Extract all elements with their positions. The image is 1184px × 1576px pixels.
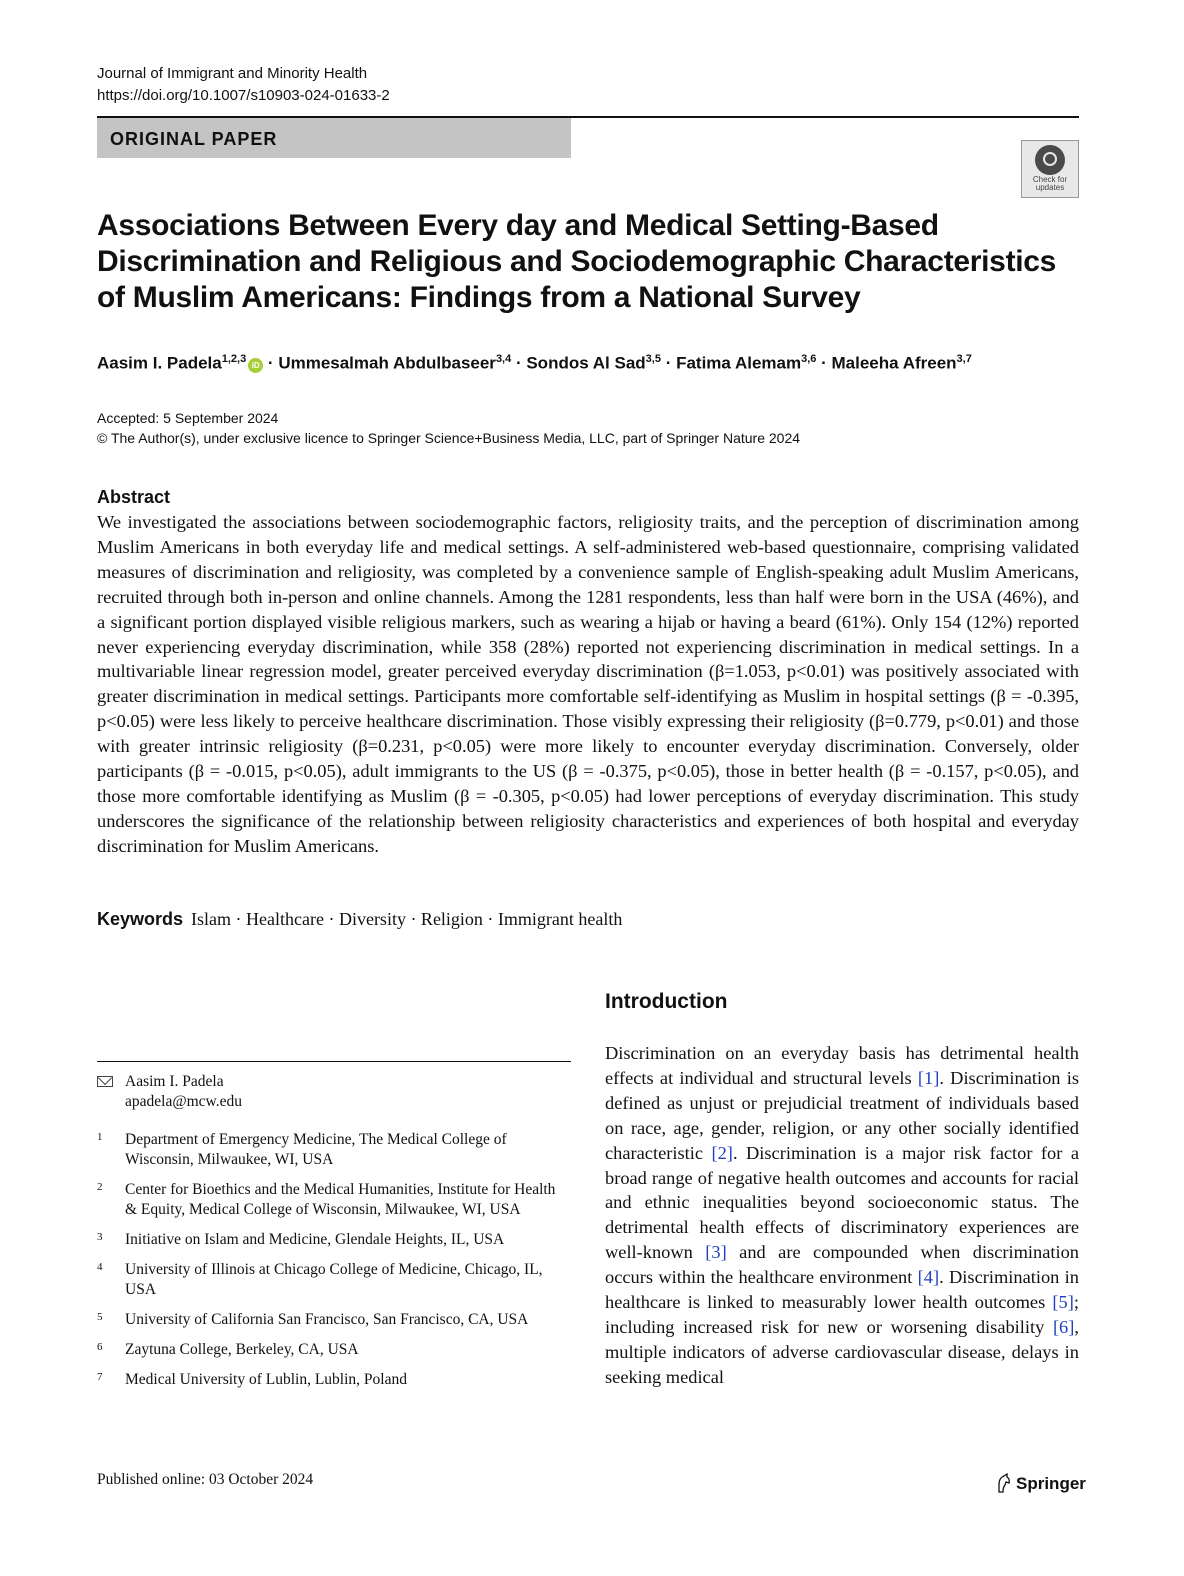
- keywords-label: Keywords: [97, 909, 184, 929]
- introduction-text: [605, 1041, 1079, 1390]
- affiliation-item: [97, 1230, 571, 1250]
- citation-link[interactable]: [2]: [711, 1142, 733, 1163]
- author-affiliation-ref: 1,2,3: [221, 353, 247, 365]
- affiliation-number: 2: [97, 1181, 103, 1193]
- published-online-date: Published online: 03 October 2024: [97, 1471, 314, 1488]
- accepted-date: Accepted: 5 September 2024: [97, 410, 279, 426]
- affiliation-item: [97, 1260, 571, 1300]
- affiliation-number: 7: [97, 1371, 103, 1383]
- introduction-text-segment: . Discrimination is a major risk factor for a broad range of negative health outcomes and accounts for racial and ethnic inequalities beyond socioeconomic status. The detrimental health effects of discriminatory experiences are well-known: [605, 1142, 1079, 1263]
- publisher-logo: [996, 1472, 1086, 1496]
- author-affiliation-ref: 3,4: [495, 353, 512, 365]
- affiliation-number: 5: [97, 1311, 103, 1323]
- introduction-text-segment: . Discrimination in healthcare is linked to measurably lower health outcomes: [605, 1267, 1079, 1313]
- check-updates-icon: [1035, 145, 1065, 175]
- corresponding-author-name: Aasim I. Padela: [125, 1073, 224, 1090]
- citation-link[interactable]: [5]: [1052, 1292, 1074, 1313]
- affiliation-text: Medical University of Lublin, Lublin, Poland: [125, 1371, 407, 1388]
- affiliation-text: Center for Bioethics and the Medical Humanities, Institute for Health & Equity, Medical College of Wisconsin, Milwaukee, WI, USA: [125, 1181, 556, 1218]
- introduction-text-segment: and are compounded when discrimination occurs within the healthcare environment: [605, 1242, 1079, 1288]
- affiliation-text: Department of Emergency Medicine, The Medical College of Wisconsin, Milwaukee, WI, USA: [125, 1131, 507, 1168]
- author-separator: ·: [511, 353, 527, 373]
- introduction-text-segment: Discrimination on an everyday basis has detrimental health effects at individual and structural levels: [605, 1043, 1079, 1088]
- citation-link[interactable]: [4]: [917, 1267, 940, 1288]
- author-list: [97, 346, 1097, 377]
- introduction-text-segment: . Discrimination is defined as unjust or prejudicial treatment of individuals based on race, age, gender, religion, or any other socially identified characteristic: [605, 1067, 1079, 1163]
- affiliation-number: 1: [97, 1131, 103, 1143]
- author-separator: ·: [660, 353, 677, 373]
- author-separator: ·: [263, 353, 279, 373]
- abstract-heading: Abstract: [97, 487, 171, 507]
- affiliation-item: [97, 1340, 571, 1360]
- check-for-updates-button[interactable]: [1021, 140, 1079, 198]
- affiliations-list: [97, 1130, 571, 1400]
- affiliation-item: [97, 1370, 571, 1390]
- keywords: [97, 906, 622, 932]
- publisher-name: Springer: [1016, 1474, 1086, 1493]
- correspondence-block: [97, 1072, 571, 1112]
- introduction-heading: Introduction: [605, 990, 728, 1013]
- author-separator: ·: [816, 353, 832, 373]
- journal-header: [97, 63, 390, 107]
- author-affiliation-ref: 3,7: [956, 353, 972, 365]
- affiliation-text: Zaytuna College, Berkeley, CA, USA: [125, 1341, 359, 1358]
- affiliation-text: University of California San Francisco, San Francisco, CA, USA: [125, 1311, 529, 1328]
- introduction-text-segment: ; including increased risk for new or worsening disability: [605, 1292, 1079, 1337]
- affiliation-item: [97, 1180, 571, 1220]
- introduction-text-segment: , multiple indicators of adverse cardiovascular disease, delays in seeking medical: [605, 1316, 1079, 1387]
- envelope-icon: [97, 1076, 113, 1087]
- doi-link[interactable]: https://doi.org/10.1007/s10903-024-01633-2: [97, 87, 390, 104]
- affiliation-item: [97, 1310, 571, 1330]
- author-affiliation-ref: 3,5: [645, 353, 661, 365]
- affiliation-text: University of Illinois at Chicago College of Medicine, Chicago, IL, USA: [125, 1261, 543, 1298]
- footnote-rule: [97, 1061, 571, 1062]
- check-updates-line1: Check for: [1032, 175, 1068, 184]
- orcid-icon[interactable]: iD: [248, 358, 263, 373]
- citation-link[interactable]: [1]: [917, 1067, 940, 1088]
- check-updates-line2: updates: [1035, 183, 1065, 192]
- affiliation-text: Initiative on Islam and Medicine, Glendale Heights, IL, USA: [125, 1231, 505, 1248]
- affiliation-number: 3: [97, 1231, 103, 1243]
- author-name[interactable]: Maleeha Afreen: [831, 353, 957, 373]
- author-name[interactable]: Aasim I. Padela: [97, 353, 222, 373]
- springer-horse-icon: [996, 1473, 1012, 1493]
- affiliation-item: [97, 1130, 571, 1170]
- corresponding-author-email[interactable]: apadela@mcw.edu: [125, 1093, 242, 1110]
- author-name[interactable]: Ummesalmah Abdulbaseer: [278, 353, 496, 373]
- abstract-text: We investigated the associations between sociodemographic factors, religiosity traits, and the perception of discrimination among Muslim Americans in both everyday life and medical settings. A self-administered web-based questionnaire, comprising validated measures of discrimination and religiosity, was completed by a convenience sample of English-speaking adult Muslim Americans, recruited through both in-person and online channels. Among the 1281 respondents, less than half were born in the USA (46%), and a significant portion displayed visible religious markers, such as wearing a hijab or having a beard (61%). Only 154 (12%) reported never experiencing everyday discrimination, while 358 (28%) reported not experiencing discrimination in medical settings. In a multivariable linear regression model, greater perceived everyday discrimination (β=1.053, p<0.01) was positively associated with greater discrimination in medical settings. Participants more comfortable self-identifying as Muslim in hospital settings (β = -0.395, p<0.05) were less likely to perceive healthcare discrimination. Those visibly expressing their religiosity (β=0.779, p<0.01) and those with greater intrinsic religiosity (β=0.231, p<0.05) were more likely to encounter everyday discrimination. Conversely, older participants (β = -0.015, p<0.05), adult immigrants to the US (β = -0.375, p<0.05), those in better health (β = -0.157, p<0.05), and those more comfortable identifying as Muslim (β = -0.305, p<0.05) had lower perceptions of everyday discrimination. This study underscores the significance of the relationship between religiosity characteristics and experiences of both hospital and everyday discrimination for Muslim Americans.: [97, 512, 1079, 856]
- paper-title: Associations Between Every day and Medical Setting-Based Discrimination and Religious and Sociodemographic Characteristics of Muslim Americans: Findings from a National Survey: [97, 209, 1057, 314]
- keywords-list: Islam · Healthcare · Diversity · Religion · Immigrant health: [191, 909, 623, 929]
- affiliation-number: 4: [97, 1261, 103, 1273]
- author-name[interactable]: Sondos Al Sad: [526, 353, 646, 373]
- author-affiliation-ref: 3,6: [801, 353, 817, 365]
- copyright-notice: © The Author(s), under exclusive licence to Springer Science+Business Media, LLC, part of Springer Nature 2024: [97, 430, 801, 446]
- dates-block: [97, 408, 800, 448]
- paper-type-label: ORIGINAL PAPER: [110, 129, 278, 149]
- affiliation-number: 6: [97, 1341, 103, 1353]
- citation-link[interactable]: [3]: [705, 1242, 727, 1263]
- author-name[interactable]: Fatima Alemam: [676, 353, 802, 373]
- citation-link[interactable]: [6]: [1052, 1316, 1075, 1337]
- journal-name: Journal of Immigrant and Minority Health: [97, 65, 368, 82]
